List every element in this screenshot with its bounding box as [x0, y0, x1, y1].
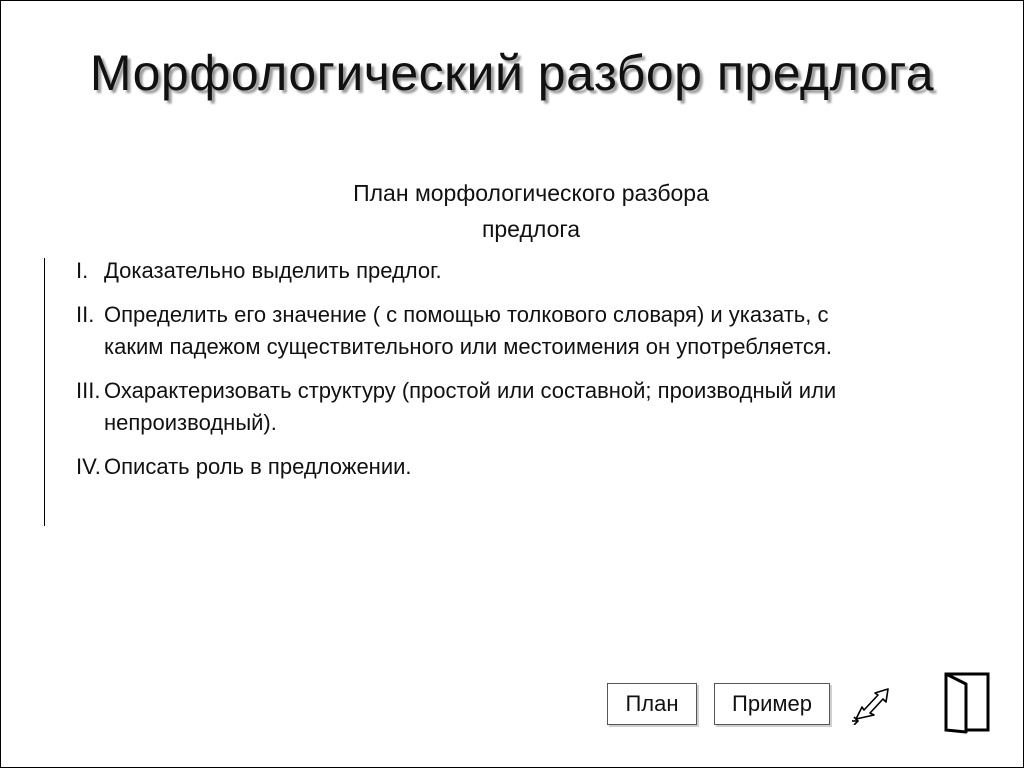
plan-item-2 — [76, 299, 856, 363]
plan-heading-line-2: предлога — [481, 216, 581, 242]
return-arrow-icon[interactable] — [848, 685, 898, 725]
plan-item-number: III. — [76, 378, 101, 403]
plan-button[interactable]: План — [607, 683, 697, 725]
plan-item-4 — [76, 451, 856, 483]
plan-list — [76, 255, 856, 495]
plan-item-number: I. — [76, 258, 89, 283]
plan-heading-line-1: План морфологического разбора — [353, 180, 709, 206]
list-divider-line — [44, 258, 45, 526]
plan-item-text: Определить его значение ( с помощью толкового словаря) и указать, с каким падежом существительного или местоимения он употребляется. — [104, 302, 832, 359]
plan-item-3 — [76, 375, 856, 439]
plan-item-text: Описать роль в предложении. — [104, 454, 412, 479]
plan-heading — [266, 175, 796, 247]
slide-title: Морфологический разбор предлога — [89, 45, 935, 101]
exit-door-icon[interactable] — [938, 668, 994, 734]
plan-item-text: Охарактеризовать структуру (простой или составной; производный или непроизводный). — [104, 378, 837, 435]
plan-item-text: Доказательно выделить предлог. — [104, 258, 442, 283]
example-button[interactable]: Пример — [714, 683, 830, 725]
plan-item-number: IV. — [76, 454, 101, 479]
plan-item-1 — [76, 255, 856, 287]
plan-item-number: II. — [76, 302, 95, 327]
